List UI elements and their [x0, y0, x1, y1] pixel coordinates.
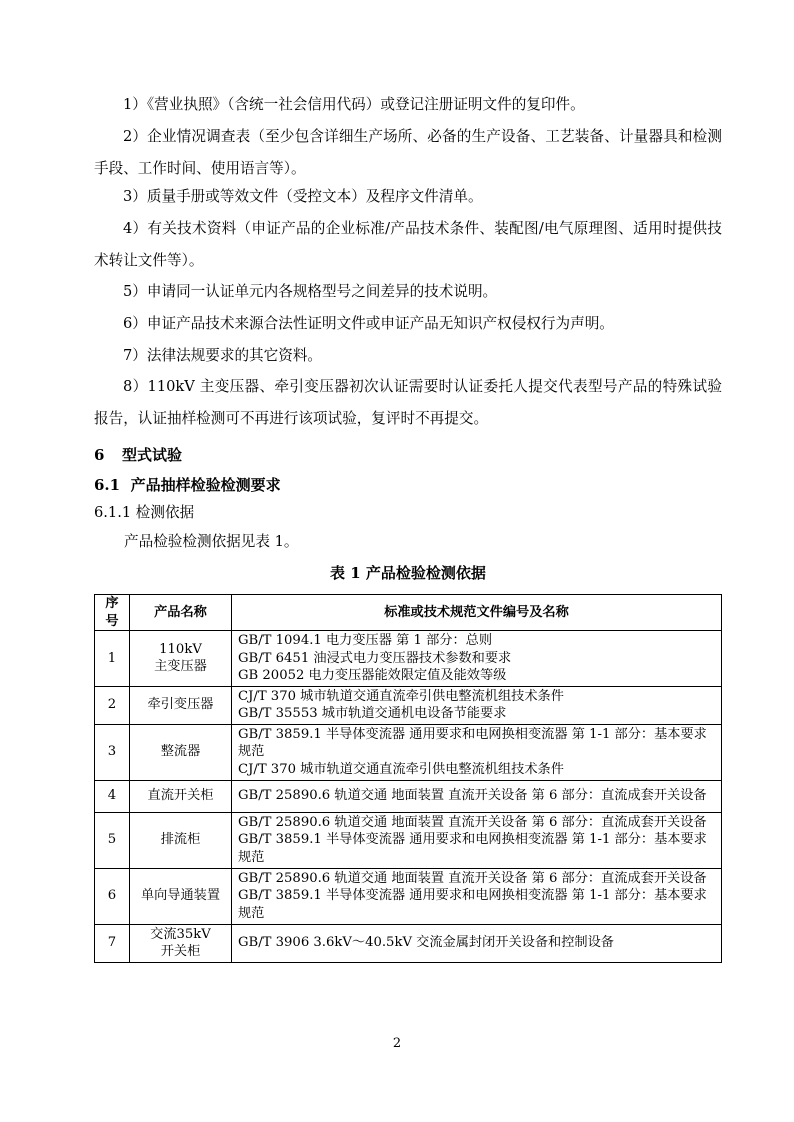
paragraph-3: 3）质量手册或等效文件（受控文本）及程序文件清单。 — [123, 188, 483, 205]
table-row — [95, 631, 722, 687]
row-number: 5 — [95, 812, 130, 868]
table-row — [95, 868, 722, 924]
paragraph-2: 2）企业情况调查表（至少包含详细生产场所、必备的生产设备、工艺装备、计量器具和检测手段、工作时间、使用语言等）。 — [94, 128, 722, 177]
subsection-title: 产品抽样检验检测要求 — [130, 476, 281, 494]
section-number: 6 — [94, 446, 105, 464]
row-number: 6 — [95, 868, 130, 924]
table-caption: 表 1 产品检验检测依据 — [330, 564, 486, 582]
table-row — [95, 724, 722, 780]
standards-table — [94, 594, 722, 963]
paragraph-1: 1）《营业执照》（含统一社会信用代码）或登记注册证明文件的复印件。 — [123, 96, 585, 113]
standards-list: CJ/T 370 城市轨道交通直流牵引供电整流机组技术条件 GB/T 35553 城市轨道交通机电设备节能要求 — [232, 686, 722, 724]
table-row — [95, 780, 722, 812]
section-heading — [94, 443, 182, 467]
standards-list: GB/T 25890.6 轨道交通 地面装置 直流开关设备 第 6 部分：直流成套开关设备 GB/T 3859.1 半导体变流器 通用要求和电网换相变流器 第 1-1 部分：基本要求规范 — [232, 812, 722, 868]
header-product: 产品名称 — [130, 595, 232, 631]
table-header-row — [95, 595, 722, 631]
product-name: 牵引变压器 — [130, 686, 232, 724]
standards-list: GB/T 3859.1 半导体变流器 通用要求和电网换相变流器 第 1-1 部分：基本要求规范 CJ/T 370 城市轨道交通直流牵引供电整流机组技术条件 — [232, 724, 722, 780]
paragraph-6: 6）申证产品技术来源合法性证明文件或申证产品无知识产权侵权行为声明。 — [123, 315, 614, 332]
paragraph-4: 4）有关技术资料（申证产品的企业标准/产品技术条件、装配图/电气原理图、适用时提供技术转让文件等）。 — [94, 220, 722, 269]
paragraph-8: 8）110kV 主变压器、牵引变压器初次认证需要时认证委托人提交代表型号产品的特殊试验报告，认证抽样检测可不再进行该项试验，复评时不再提交。 — [94, 378, 722, 427]
header-no: 序号 — [95, 595, 130, 631]
standards-list: GB/T 25890.6 轨道交通 地面装置 直流开关设备 第 6 部分：直流成套开关设备 — [232, 780, 722, 812]
table-row — [95, 686, 722, 724]
product-name: 整流器 — [130, 724, 232, 780]
section-title: 型式试验 — [122, 446, 183, 464]
row-number: 1 — [95, 631, 130, 687]
paragraph-5: 5）申请同一认证单元内各规格型号之间差异的技术说明。 — [123, 283, 498, 300]
standards-list: GB/T 25890.6 轨道交通 地面装置 直流开关设备 第 6 部分：直流成套开关设备 GB/T 3859.1 半导体变流器 通用要求和电网换相变流器 第 1-1 部分：基本要求规范 — [232, 868, 722, 924]
standards-list: GB/T 1094.1 电力变压器 第 1 部分：总则 GB/T 6451 油浸式电力变压器技术参数和要求 GB 20052 电力变压器能效限定值及能效等级 — [232, 631, 722, 687]
row-number: 7 — [95, 924, 130, 962]
paragraph-7: 7）法律法规要求的其它资料。 — [123, 347, 323, 364]
header-standards: 标准或技术规范文件编号及名称 — [232, 595, 722, 631]
product-name: 直流开关柜 — [130, 780, 232, 812]
row-number: 2 — [95, 686, 130, 724]
product-name: 交流35kV 开关柜 — [130, 924, 232, 962]
page-number: 2 — [392, 1036, 402, 1051]
row-number: 4 — [95, 780, 130, 812]
subsection-number: 6.1 — [94, 476, 121, 494]
table-row — [95, 812, 722, 868]
intro-text: 产品检验检测依据见表 1。 — [124, 533, 299, 550]
subsection-heading — [94, 473, 281, 497]
subsubsection-heading: 6.1.1 检测依据 — [94, 504, 195, 521]
product-name: 排流柜 — [130, 812, 232, 868]
product-name: 单向导通装置 — [130, 868, 232, 924]
product-name: 110kV 主变压器 — [130, 631, 232, 687]
row-number: 3 — [95, 724, 130, 780]
table-row — [95, 924, 722, 962]
standards-list: GB/T 3906 3.6kV～40.5kV 交流金属封闭开关设备和控制设备 — [232, 924, 722, 962]
